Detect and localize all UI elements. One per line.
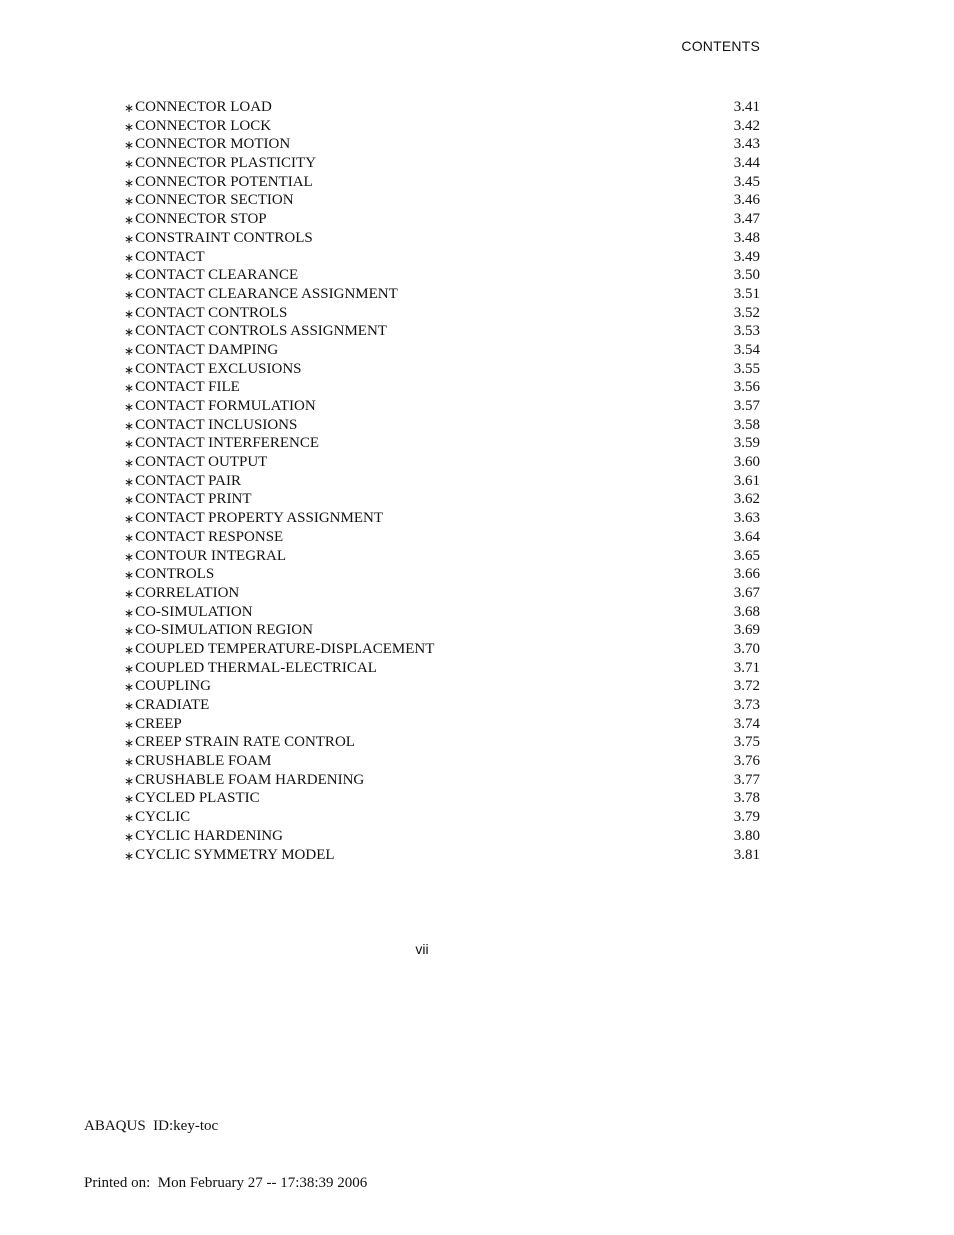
toc-entry-title xyxy=(124,154,316,173)
toc-entry[interactable] xyxy=(124,397,760,416)
asterisk-icon: ∗ xyxy=(124,568,135,583)
toc-entry-section-number: 3.48 xyxy=(733,229,760,246)
toc-entry[interactable] xyxy=(124,135,760,154)
toc-entry[interactable] xyxy=(124,191,760,210)
toc-entry-section-number: 3.67 xyxy=(733,584,760,601)
toc-entry[interactable] xyxy=(124,453,760,472)
asterisk-icon: ∗ xyxy=(124,400,135,414)
toc-entry-text: CONTACT FILE xyxy=(135,379,240,396)
toc-list xyxy=(124,98,760,864)
toc-entry-section-number: 3.70 xyxy=(733,640,760,657)
toc-entry-text: CONNECTOR STOP xyxy=(135,211,267,228)
toc-entry-title xyxy=(124,808,190,827)
toc-entry-title xyxy=(124,603,253,622)
toc-entry-section-number: 3.57 xyxy=(733,398,760,414)
toc-entry-title xyxy=(124,304,287,323)
toc-entry-text: CONNECTOR LOAD xyxy=(135,99,272,115)
asterisk-icon: ∗ xyxy=(124,699,135,713)
asterisk-icon: ∗ xyxy=(124,736,135,751)
toc-entry-text: CREEP xyxy=(135,715,182,732)
toc-entry-title xyxy=(124,378,240,397)
toc-entry-section-number: 3.79 xyxy=(733,809,760,826)
toc-entry-section-number: 3.54 xyxy=(733,341,760,358)
toc-entry-section-number: 3.65 xyxy=(733,547,760,564)
toc-entry-title xyxy=(124,210,267,229)
toc-entry-section-number: 3.62 xyxy=(733,491,760,508)
toc-entry-title xyxy=(124,229,313,248)
toc-entry[interactable] xyxy=(124,341,760,360)
toc-entry-text: CONTACT CONTROLS ASSIGNMENT xyxy=(135,323,387,340)
footer xyxy=(84,1079,367,1212)
toc-entry-title xyxy=(124,640,434,659)
asterisk-icon: ∗ xyxy=(124,773,135,788)
toc-entry-text: CONTACT CLEARANCE xyxy=(135,267,299,284)
page-number: vii xyxy=(415,941,429,957)
toc-entry[interactable] xyxy=(124,621,760,640)
toc-entry[interactable] xyxy=(124,696,760,715)
asterisk-icon: ∗ xyxy=(124,549,135,564)
toc-entry-text: CREEP STRAIN RATE CONTROL xyxy=(135,734,355,751)
toc-entry[interactable] xyxy=(124,677,760,696)
toc-entry-section-number: 3.49 xyxy=(733,248,760,265)
toc-entry-text: CONTROLS xyxy=(135,566,215,583)
toc-entry[interactable] xyxy=(124,117,760,136)
toc-entry-text: CONTACT CONTROLS xyxy=(135,304,288,321)
toc-entry-title xyxy=(124,191,294,210)
toc-entry-section-number: 3.80 xyxy=(733,827,760,844)
toc-entry-section-number: 3.58 xyxy=(733,416,760,433)
toc-entry-section-number: 3.69 xyxy=(733,622,760,639)
asterisk-icon: ∗ xyxy=(124,624,135,639)
toc-entry-section-number: 3.56 xyxy=(733,379,760,396)
asterisk-icon: ∗ xyxy=(124,306,135,321)
toc-entry-text: CONTACT INCLUSIONS xyxy=(135,416,298,433)
toc-entry-title xyxy=(124,715,182,734)
toc-entry[interactable] xyxy=(124,752,760,771)
toc-entry-section-number: 3.73 xyxy=(733,697,760,713)
asterisk-icon: ∗ xyxy=(124,175,135,190)
asterisk-icon: ∗ xyxy=(124,474,135,489)
toc-entry-title xyxy=(124,490,252,509)
toc-entry-text: CONTACT DAMPING xyxy=(135,341,279,358)
asterisk-icon: ∗ xyxy=(124,138,135,153)
toc-entry[interactable] xyxy=(124,547,760,566)
toc-entry-section-number: 3.77 xyxy=(733,771,760,788)
asterisk-icon: ∗ xyxy=(124,250,135,265)
toc-entry-section-number: 3.45 xyxy=(733,173,760,190)
toc-entry-text: CYCLIC SYMMETRY MODEL xyxy=(135,846,335,863)
toc-entry-text: CONNECTOR SECTION xyxy=(135,192,294,209)
toc-entry[interactable] xyxy=(124,229,760,248)
toc-entry-title xyxy=(124,547,286,566)
toc-entry-text: CO-SIMULATION xyxy=(135,603,253,620)
toc-entry[interactable] xyxy=(124,846,760,865)
toc-entry[interactable] xyxy=(124,808,760,827)
toc-entry-section-number: 3.76 xyxy=(733,753,760,770)
toc-entry-title xyxy=(124,565,214,584)
toc-entry-text: CONTACT xyxy=(135,248,205,265)
toc-entry[interactable] xyxy=(124,509,760,528)
toc-entry-title xyxy=(124,771,364,790)
toc-entry-section-number: 3.64 xyxy=(733,528,760,545)
toc-entry-section-number: 3.63 xyxy=(733,510,760,527)
toc-entry-section-number: 3.75 xyxy=(733,734,760,751)
asterisk-icon: ∗ xyxy=(124,530,135,545)
toc-entry[interactable] xyxy=(124,827,760,846)
footer-printed-line: Printed on: Mon February 27 -- 17:38:39 2006 xyxy=(84,1175,368,1191)
toc-entry[interactable] xyxy=(124,733,760,752)
toc-entry-title xyxy=(124,752,271,771)
toc-entry[interactable] xyxy=(124,528,760,547)
footer-id-line: ABAQUS ID:key-toc xyxy=(84,1118,219,1134)
toc-entry-text: CONTACT PAIR xyxy=(135,472,241,489)
toc-entry-text: CONNECTOR MOTION xyxy=(135,136,291,153)
toc-entry-section-number: 3.53 xyxy=(733,323,760,340)
toc-entry[interactable] xyxy=(124,789,760,808)
asterisk-icon: ∗ xyxy=(124,493,135,508)
asterisk-icon: ∗ xyxy=(124,829,135,844)
toc-entry-section-number: 3.44 xyxy=(733,155,760,172)
toc-entry-section-number: 3.61 xyxy=(733,472,760,489)
toc-entry[interactable] xyxy=(124,490,760,509)
toc-entry-section-number: 3.52 xyxy=(733,304,760,321)
toc-entry[interactable] xyxy=(124,472,760,491)
toc-entry-section-number: 3.74 xyxy=(733,715,760,732)
toc-entry[interactable] xyxy=(124,360,760,379)
asterisk-icon: ∗ xyxy=(124,848,135,863)
toc-entry-text: CONTACT INTERFERENCE xyxy=(135,435,320,452)
toc-entry-title xyxy=(124,397,316,416)
toc-entry[interactable] xyxy=(124,771,760,790)
toc-entry-text: CONTACT RESPONSE xyxy=(135,528,284,545)
toc-entry-section-number: 3.55 xyxy=(733,360,760,377)
toc-entry-text: CRUSHABLE FOAM HARDENING xyxy=(135,771,365,788)
asterisk-icon: ∗ xyxy=(124,213,135,228)
asterisk-icon: ∗ xyxy=(124,194,135,209)
toc-entry-title xyxy=(124,733,355,752)
toc-entry-text: COUPLED THERMAL-ELECTRICAL xyxy=(135,659,377,676)
toc-entry-title xyxy=(124,528,283,547)
toc-entry[interactable] xyxy=(124,659,760,678)
toc-entry-title xyxy=(124,472,241,491)
toc-entry-section-number: 3.71 xyxy=(733,659,760,676)
toc-entry-title xyxy=(124,248,205,267)
asterisk-icon: ∗ xyxy=(124,325,135,340)
asterisk-icon: ∗ xyxy=(124,381,135,396)
toc-entry-section-number: 3.72 xyxy=(733,678,760,695)
toc-entry-text: CRADIATE xyxy=(135,697,210,713)
toc-entry[interactable] xyxy=(124,304,760,323)
asterisk-icon: ∗ xyxy=(124,792,135,807)
toc-entry-text: CONNECTOR POTENTIAL xyxy=(135,173,313,190)
toc-entry-text: CO-SIMULATION REGION xyxy=(135,622,313,639)
asterisk-icon: ∗ xyxy=(124,512,135,527)
toc-entry-title xyxy=(124,789,260,808)
toc-entry-text: CONTACT FORMULATION xyxy=(135,398,316,414)
toc-entry-section-number: 3.42 xyxy=(733,117,760,134)
asterisk-icon: ∗ xyxy=(124,119,135,134)
toc-entry-title xyxy=(124,509,383,528)
toc-entry-text: CONTACT PRINT xyxy=(135,491,252,508)
toc-entry-section-number: 3.68 xyxy=(733,603,760,620)
asterisk-icon: ∗ xyxy=(124,661,135,676)
toc-entry-title xyxy=(124,322,387,341)
asterisk-icon: ∗ xyxy=(124,269,135,284)
toc-entry[interactable] xyxy=(124,154,760,173)
asterisk-icon: ∗ xyxy=(124,717,135,732)
toc-entry-text: CONNECTOR PLASTICITY xyxy=(135,155,317,172)
toc-entry[interactable] xyxy=(124,565,760,584)
toc-entry-text: CONTACT CLEARANCE ASSIGNMENT xyxy=(135,285,398,302)
toc-entry-section-number: 3.51 xyxy=(733,285,760,302)
toc-entry-title xyxy=(124,266,298,285)
toc-entry[interactable] xyxy=(124,640,760,659)
toc-entry-section-number: 3.43 xyxy=(733,136,760,153)
asterisk-icon: ∗ xyxy=(124,362,135,377)
asterisk-icon: ∗ xyxy=(124,680,135,695)
toc-entry[interactable] xyxy=(124,210,760,229)
asterisk-icon: ∗ xyxy=(124,418,135,433)
asterisk-icon: ∗ xyxy=(124,343,135,358)
toc-entry[interactable] xyxy=(124,322,760,341)
toc-entry-title xyxy=(124,117,271,136)
toc-entry-text: CONTACT PROPERTY ASSIGNMENT xyxy=(135,510,383,527)
toc-entry-title xyxy=(124,434,319,453)
toc-entry-title xyxy=(124,696,209,715)
toc-entry-section-number: 3.81 xyxy=(733,846,760,863)
toc-entry-section-number: 3.60 xyxy=(733,454,760,471)
toc-entry-text: CYCLED PLASTIC xyxy=(135,790,260,807)
toc-entry-text: CONTACT EXCLUSIONS xyxy=(135,360,302,377)
toc-entry[interactable] xyxy=(124,715,760,734)
asterisk-icon: ∗ xyxy=(124,456,135,471)
toc-entry[interactable] xyxy=(124,603,760,622)
toc-entry-section-number: 3.46 xyxy=(733,192,760,209)
toc-entry-title xyxy=(124,416,297,435)
toc-entry-title xyxy=(124,659,377,678)
asterisk-icon: ∗ xyxy=(124,437,135,452)
toc-entry-title xyxy=(124,827,283,846)
toc-entry-title xyxy=(124,621,313,640)
asterisk-icon: ∗ xyxy=(124,811,135,826)
toc-entry-title xyxy=(124,285,398,304)
toc-entry-text: CRUSHABLE FOAM xyxy=(135,753,272,770)
toc-entry[interactable] xyxy=(124,98,760,117)
toc-entry-title xyxy=(124,360,302,379)
toc-entry-section-number: 3.50 xyxy=(733,267,760,284)
toc-entry-text: CYCLIC HARDENING xyxy=(135,827,283,844)
toc-entry-section-number: 3.66 xyxy=(733,566,760,583)
toc-entry-title xyxy=(124,173,313,192)
toc-entry-section-number: 3.78 xyxy=(733,790,760,807)
toc-entry[interactable] xyxy=(124,266,760,285)
asterisk-icon: ∗ xyxy=(124,231,135,246)
toc-entry-text: CONNECTOR LOCK xyxy=(135,117,272,134)
toc-entry-section-number: 3.41 xyxy=(733,99,760,115)
asterisk-icon: ∗ xyxy=(124,755,135,770)
toc-entry[interactable] xyxy=(124,173,760,192)
toc-entry[interactable] xyxy=(124,248,760,267)
toc-entry-title xyxy=(124,135,290,154)
toc-entry-text: COUPLED TEMPERATURE-DISPLACEMENT xyxy=(135,640,435,657)
toc-entry-title xyxy=(124,453,267,472)
toc-entry-title xyxy=(124,846,335,865)
toc-entry-title xyxy=(124,584,239,603)
asterisk-icon: ∗ xyxy=(124,287,135,302)
toc-entry-text: CONSTRAINT CONTROLS xyxy=(135,229,313,246)
toc-entry-text: CORRELATION xyxy=(135,584,240,601)
asterisk-icon: ∗ xyxy=(124,642,135,657)
toc-entry-text: COUPLING xyxy=(135,678,211,695)
toc-entry-title xyxy=(124,98,272,117)
asterisk-icon: ∗ xyxy=(124,157,135,172)
toc-entry[interactable] xyxy=(124,378,760,397)
toc-entry-section-number: 3.47 xyxy=(733,211,760,228)
toc-entry[interactable] xyxy=(124,434,760,453)
toc-entry[interactable] xyxy=(124,285,760,304)
asterisk-icon: ∗ xyxy=(124,101,135,115)
toc-entry[interactable] xyxy=(124,416,760,435)
toc-entry[interactable] xyxy=(124,584,760,603)
toc-entry-section-number: 3.59 xyxy=(733,435,760,452)
asterisk-icon: ∗ xyxy=(124,586,135,601)
toc-entry-text: CONTACT OUTPUT xyxy=(135,454,268,471)
toc-entry-title xyxy=(124,677,211,696)
toc-entry-title xyxy=(124,341,278,360)
asterisk-icon: ∗ xyxy=(124,605,135,620)
running-head: CONTENTS xyxy=(681,38,760,54)
toc-entry-text: CONTOUR INTEGRAL xyxy=(135,547,287,564)
toc-entry-text: CYCLIC xyxy=(135,809,191,826)
